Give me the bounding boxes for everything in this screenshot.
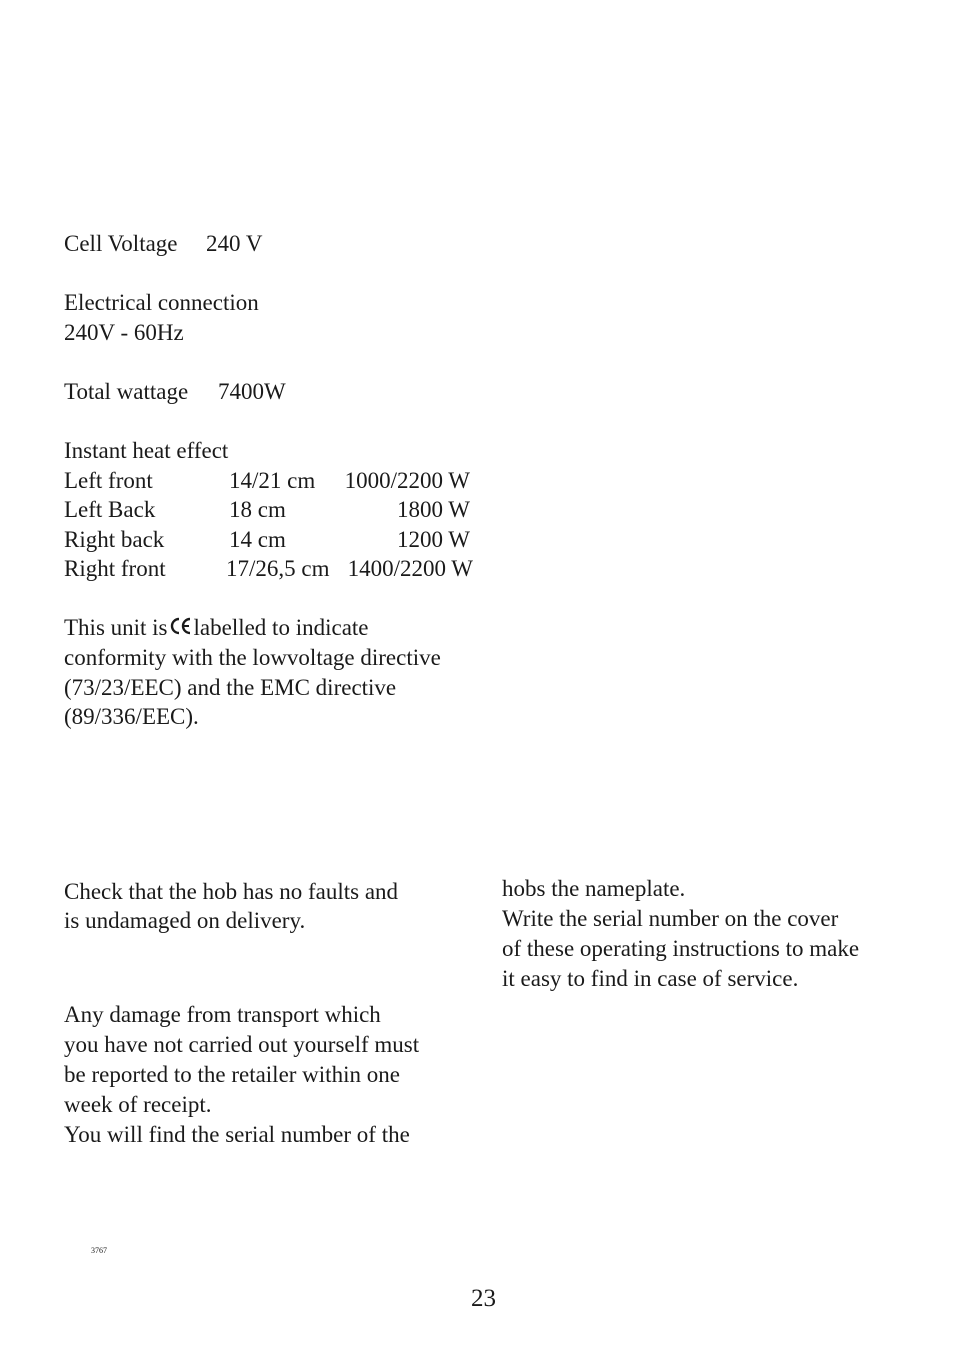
total-wattage-label: Total wattage (64, 379, 189, 404)
conformity-after-mark: labelled to indicate (193, 615, 369, 640)
heat-row-power: 1000/2200 W (344, 468, 470, 493)
instant-heat-heading: Instant heat effect (64, 438, 229, 463)
heat-row-name: Left front (64, 468, 153, 493)
electrical-connection-label: Electrical connection (64, 290, 259, 315)
heat-row-power: 1400/2200 W (347, 556, 473, 581)
damage-line: you have not carried out yourself must (64, 1032, 420, 1057)
heat-row-size: 17/26,5 cm (226, 556, 330, 581)
heat-row (64, 495, 484, 525)
heat-row-size: 14 cm (229, 527, 286, 552)
damage-line: be reported to the retailer within one (64, 1062, 400, 1087)
serial-line: Write the serial number on the cover (502, 906, 839, 931)
check-line: Check that the hob has no faults and (64, 879, 399, 904)
heat-row-power: 1800 W (396, 497, 470, 522)
heat-row-name: Left Back (64, 497, 156, 522)
serial-line: of these operating instructions to make (502, 936, 860, 961)
cell-voltage-label: Cell Voltage (64, 231, 178, 256)
conformity-first-line (64, 613, 369, 643)
electrical-connection-value: 240V - 60Hz (64, 320, 184, 345)
total-wattage-value: 7400W (218, 379, 286, 404)
heat-row (64, 554, 484, 584)
serial-line: it easy to find in case of service. (502, 966, 799, 991)
conformity-line: (73/23/EEC) and the EMC directive (64, 675, 397, 700)
conformity-before-mark: This unit is (64, 615, 168, 640)
heat-row (64, 525, 484, 555)
heat-row-power: 1200 W (396, 527, 470, 552)
heat-row-size: 18 cm (229, 497, 286, 522)
serial-line: hobs the nameplate. (502, 876, 686, 901)
heat-row (64, 466, 484, 496)
document-code: 3767 (91, 1246, 107, 1255)
damage-line: week of receipt. (64, 1092, 212, 1117)
heat-row-name: Right front (64, 556, 166, 581)
page-number: 23 (471, 1285, 496, 1312)
conformity-line: (89/336/EEC). (64, 704, 199, 729)
heat-row-size: 14/21 cm (229, 468, 316, 493)
conformity-line: conformity with the lowvoltage directive (64, 645, 441, 670)
damage-line: Any damage from transport which (64, 1002, 381, 1027)
cell-voltage-value: 240 V (206, 231, 263, 256)
check-line: is undamaged on delivery. (64, 908, 306, 933)
damage-line: You will find the serial number of the (64, 1122, 410, 1147)
heat-row-name: Right back (64, 527, 165, 552)
